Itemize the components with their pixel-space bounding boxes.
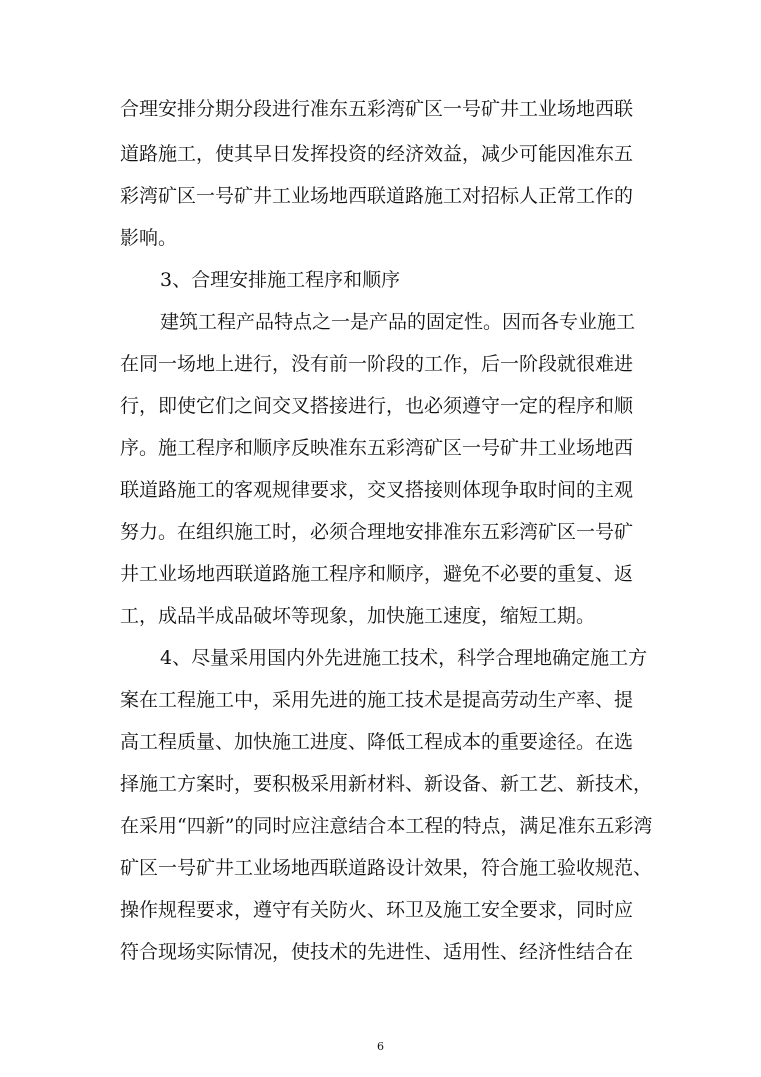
text-line-7: 在同一场地上进行，没有前一阶段的工作，后一阶段就很难进 <box>120 353 634 375</box>
section-heading-3: 3、合理安排施工程序和顺序 <box>160 269 401 291</box>
text-line-17: 择施工方案时，要积极采用新材料、新设备、新工艺、新技术， <box>120 773 653 795</box>
text-line-15: 案在工程施工中，采用先进的施工技术是提高劳动生产率、提 <box>120 689 634 711</box>
text-line-13: 工，成品半成品破坏等现象，加快施工速度，缩短工期。 <box>120 605 596 627</box>
text-line-2: 道路施工，使其早日发挥投资的经济效益，减少可能因准东五 <box>120 143 634 165</box>
text-line-1: 合理安排分期分段进行准东五彩湾矿区一号矿井工业场地西联 <box>120 98 634 120</box>
text-line-16: 高工程质量、加快施工进度、降低工程成本的重要途径。在选 <box>120 731 634 753</box>
text-line-20: 操作规程要求，遵守有关防火、环卫及施工安全要求，同时应 <box>120 899 634 921</box>
text-line-4: 影响。 <box>120 227 178 249</box>
page-number: 6 <box>377 1040 384 1053</box>
text-line-11: 努力。在组织施工时，必须合理地安排准东五彩湾矿区一号矿 <box>120 521 634 543</box>
text-line-21: 符合现场实际情况，使技术的先进性、适用性、经济性结合在 <box>120 941 634 963</box>
text-line-9: 序。施工程序和顺序反映准东五彩湾矿区一号矿井工业场地西 <box>120 437 634 459</box>
text-line-10: 联道路施工的客观规律要求，交叉搭接则体现争取时间的主观 <box>120 479 634 501</box>
text-line-19: 矿区一号矿井工业场地西联道路设计效果，符合施工验收规范、 <box>120 857 653 879</box>
text-line-18: 在采用“四新”的同时应注意结合本工程的特点，满足准东五彩湾 <box>120 815 653 837</box>
text-line-3: 彩湾矿区一号矿井工业场地西联道路施工对招标人正常工作的 <box>120 185 634 207</box>
section-heading-4: 4、尽量采用国内外先进施工技术，科学合理地确定施工方 <box>160 647 648 669</box>
text-line-8: 行，即使它们之间交叉搭接进行，也必须遵守一定的程序和顺 <box>120 395 634 417</box>
text-line-6: 建筑工程产品特点之一是产品的固定性。因而各专业施工 <box>160 311 636 333</box>
text-line-12: 井工业场地西联道路施工程序和顺序，避免不必要的重复、返 <box>120 563 634 585</box>
